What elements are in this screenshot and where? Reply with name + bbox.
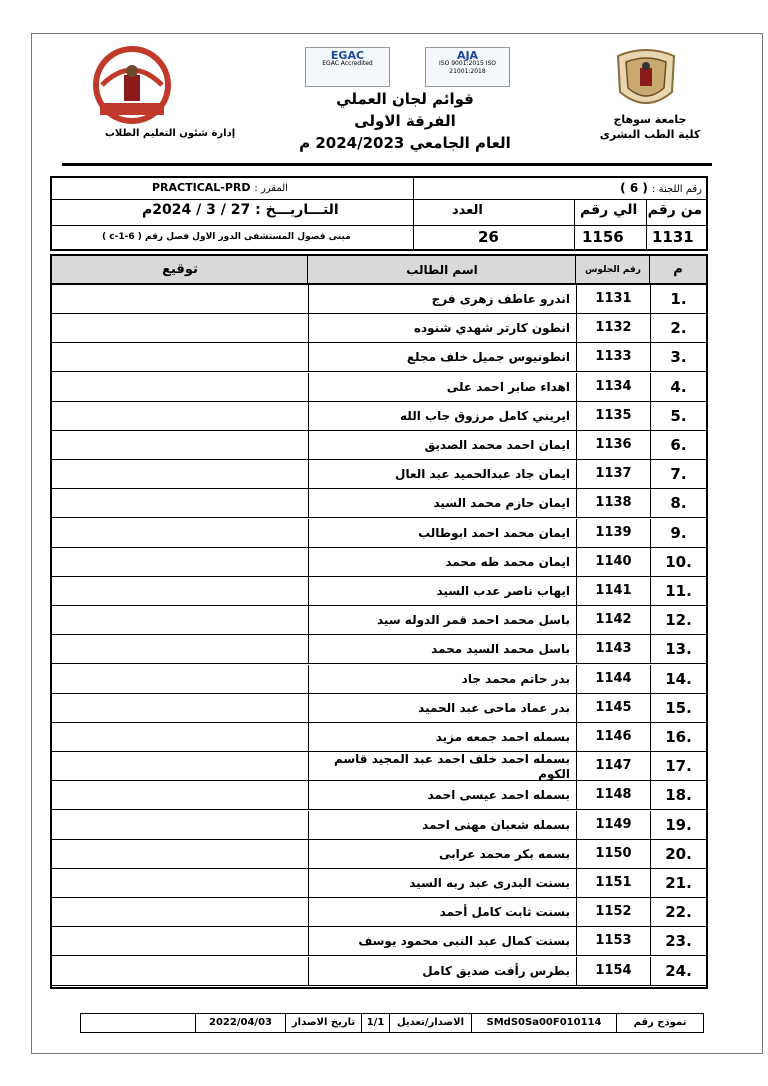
row-number: 8. — [650, 489, 706, 517]
exam-location: مبنى فصول المستشفى الدور الاول فصل رقم ( c-1-6 ) — [102, 232, 351, 242]
student-name: انطونيوس جميل خلف مجلع — [308, 343, 576, 371]
student-affairs-dept: إدارة شئون التعليم الطلاب — [104, 128, 236, 139]
student-name: بدر حاتم محمد جاد — [308, 665, 576, 693]
seat-number: 1150 — [576, 840, 650, 868]
seat-number: 1138 — [576, 489, 650, 517]
row-number: 14. — [650, 665, 706, 693]
seat-number: 1144 — [576, 665, 650, 693]
revision-label: الاصدار/تعديل — [389, 1014, 471, 1032]
row-number: 6. — [650, 431, 706, 459]
signature-cell[interactable] — [52, 577, 308, 605]
table-row — [52, 869, 706, 898]
student-name: باسل محمد السيد محمد — [308, 635, 576, 663]
seat-number: 1141 — [576, 577, 650, 605]
exam-date: التـــاريـــخ : 27 / 3 / 2024م — [142, 202, 339, 218]
signature-cell[interactable] — [52, 548, 308, 576]
iso-certificate-logo: AJA ISO 9001:2015 ISO 21001:2018 — [425, 47, 510, 87]
seat-number: 1145 — [576, 694, 650, 722]
signature-cell[interactable] — [52, 635, 308, 663]
table-row — [52, 314, 706, 343]
signature-cell[interactable] — [52, 898, 308, 926]
student-name: ايمان محمد احمد ابوطالب — [308, 519, 576, 547]
seat-number: 1143 — [576, 635, 650, 663]
row-number: 4. — [650, 373, 706, 401]
table-row — [52, 840, 706, 869]
row-number: 22. — [650, 898, 706, 926]
row-number: 3. — [650, 343, 706, 371]
row-number: 20. — [650, 840, 706, 868]
table-row — [52, 343, 706, 372]
student-name: ايمان جاد عبدالحميد عبد العال — [308, 460, 576, 488]
seat-number: 1146 — [576, 723, 650, 751]
col-header-number: م — [649, 256, 706, 283]
seat-number: 1152 — [576, 898, 650, 926]
student-name: ايمان احمد محمد الصديق — [308, 431, 576, 459]
student-name: بدر عماد ماحى عبد الحميد — [308, 694, 576, 722]
student-name: ايمان حازم محمد السيد — [308, 489, 576, 517]
from-number-label: من رقم — [647, 202, 702, 218]
seat-number: 1134 — [576, 373, 650, 401]
table-row — [52, 460, 706, 489]
student-name: اهداء صابر احمد على — [308, 373, 576, 401]
seat-number: 1153 — [576, 927, 650, 955]
row-number: 19. — [650, 811, 706, 839]
faculty-logo — [72, 45, 192, 125]
student-name: بسنت البدرى عبد ربه السيد — [308, 869, 576, 897]
seat-number: 1137 — [576, 460, 650, 488]
student-name: بسمله احمد خلف احمد عبد المجيد قاسم الكوم — [308, 752, 576, 780]
table-row — [52, 431, 706, 460]
table-row — [52, 489, 706, 518]
seat-number: 1154 — [576, 957, 650, 985]
course-name: المقرر : PRACTICAL-PRD — [152, 181, 288, 194]
seat-number: 1140 — [576, 548, 650, 576]
student-name: اندرو عاطف زهرى فرج — [308, 285, 576, 313]
form-number-label: نموذج رقم — [633, 1017, 687, 1028]
title-line-1: قوائم لجان العملي — [336, 90, 474, 108]
signature-cell[interactable] — [52, 752, 308, 780]
row-number: 2. — [650, 314, 706, 342]
col-header-seat: رقم الجلوس — [575, 256, 650, 283]
header-divider — [62, 163, 712, 166]
seat-number: 1132 — [576, 314, 650, 342]
seat-number: 1149 — [576, 811, 650, 839]
col-header-name: اسم الطالب — [307, 256, 576, 283]
row-number: 24. — [650, 957, 706, 985]
student-name: بسمه بكر محمد عرابى — [308, 840, 576, 868]
row-number: 10. — [650, 548, 706, 576]
signature-cell[interactable] — [52, 460, 308, 488]
seat-number: 1148 — [576, 781, 650, 809]
roster-header-row — [52, 256, 706, 285]
row-number: 21. — [650, 869, 706, 897]
row-number: 11. — [650, 577, 706, 605]
university-block — [590, 112, 710, 142]
signature-cell[interactable] — [52, 373, 308, 401]
student-name: انطون كارتر شهدي شنوده — [308, 314, 576, 342]
seat-number: 1147 — [576, 752, 650, 780]
university-name: جامعة سوهاج — [613, 113, 687, 126]
committee-info-table — [50, 176, 708, 251]
signature-cell[interactable] — [52, 343, 308, 371]
student-name: بسمله احمد جمعه مزيد — [308, 723, 576, 751]
seat-number: 1135 — [576, 402, 650, 430]
revision-value: 1/1 — [361, 1014, 389, 1032]
table-row — [52, 285, 706, 314]
table-row — [52, 811, 706, 840]
signature-cell[interactable] — [52, 431, 308, 459]
row-number: 1. — [650, 285, 706, 313]
table-row — [52, 898, 706, 927]
table-row — [52, 606, 706, 635]
table-row — [52, 519, 706, 548]
document-title — [290, 88, 520, 154]
table-row — [52, 577, 706, 606]
student-name: ايهاب ناصر عدب السيد — [308, 577, 576, 605]
table-row — [52, 548, 706, 577]
signature-cell[interactable] — [52, 957, 308, 985]
student-name: ايمان محمد طه محمد — [308, 548, 576, 576]
student-name: بسمله شعبان مهنى احمد — [308, 811, 576, 839]
committee-number: رقم اللجنة : ( 6 ) — [620, 181, 702, 195]
table-row — [52, 752, 706, 781]
row-number: 13. — [650, 635, 706, 663]
seat-number: 1142 — [576, 606, 650, 634]
row-number: 23. — [650, 927, 706, 955]
table-row — [52, 781, 706, 810]
seat-number: 1136 — [576, 431, 650, 459]
issue-date-label: تاريخ الاصدار — [285, 1014, 361, 1032]
table-row — [52, 402, 706, 431]
signature-cell[interactable] — [52, 781, 308, 809]
row-number: 17. — [650, 752, 706, 780]
form-footer — [80, 1013, 704, 1033]
count-label: العدد — [452, 203, 483, 218]
signature-cell[interactable] — [52, 723, 308, 751]
row-number: 9. — [650, 519, 706, 547]
row-number: 5. — [650, 402, 706, 430]
signature-cell[interactable] — [52, 840, 308, 868]
title-line-3: العام الجامعي 2024/2023 م — [299, 134, 511, 152]
table-row — [52, 957, 706, 986]
table-row — [52, 373, 706, 402]
table-row — [52, 927, 706, 956]
to-number-value: 1156 — [582, 228, 624, 246]
title-line-2: الفرقة الاولى — [354, 112, 456, 130]
seat-number: 1151 — [576, 869, 650, 897]
row-number: 16. — [650, 723, 706, 751]
signature-cell[interactable] — [52, 869, 308, 897]
student-name: بسنت ثابت كامل أحمد — [308, 898, 576, 926]
table-row — [52, 635, 706, 664]
seat-number: 1139 — [576, 519, 650, 547]
row-number: 18. — [650, 781, 706, 809]
faculty-name: كلية الطب البشرى — [599, 128, 701, 141]
row-number: 15. — [650, 694, 706, 722]
table-row — [52, 694, 706, 723]
col-header-signature: توقيع — [162, 262, 198, 277]
signature-cell[interactable] — [52, 489, 308, 517]
signature-cell[interactable] — [52, 665, 308, 693]
student-name: بطرس رأفت صديق كامل — [308, 957, 576, 985]
form-number-value: SMdS0Sa00F010114 — [471, 1014, 617, 1032]
signature-cell[interactable] — [52, 694, 308, 722]
from-number-value: 1131 — [652, 228, 694, 246]
row-number: 7. — [650, 460, 706, 488]
student-name: بسمله احمد عيسى احمد — [308, 781, 576, 809]
signature-cell[interactable] — [52, 285, 308, 313]
signature-cell[interactable] — [52, 606, 308, 634]
seat-number: 1133 — [576, 343, 650, 371]
seat-number: 1131 — [576, 285, 650, 313]
signature-cell[interactable] — [52, 314, 308, 342]
university-seal-logo — [606, 48, 686, 112]
count-value: 26 — [478, 228, 499, 246]
signature-cell[interactable] — [52, 402, 308, 430]
signature-cell[interactable] — [52, 927, 308, 955]
egac-certificate-logo: EGAC EGAC Accredited — [305, 47, 390, 87]
issue-date-value: 2022/04/03 — [195, 1014, 285, 1032]
row-number: 12. — [650, 606, 706, 634]
student-name: بسنت كمال عبد النبى محمود يوسف — [308, 927, 576, 955]
to-number-label: الي رقم — [580, 202, 638, 218]
student-roster-table — [50, 254, 708, 989]
signature-cell[interactable] — [52, 811, 308, 839]
table-row — [52, 665, 706, 694]
table-row — [52, 723, 706, 752]
signature-cell[interactable] — [52, 519, 308, 547]
student-name: باسل محمد احمد قمر الدوله سيد — [308, 606, 576, 634]
student-name: ايريني كامل مرزوق جاب الله — [308, 402, 576, 430]
